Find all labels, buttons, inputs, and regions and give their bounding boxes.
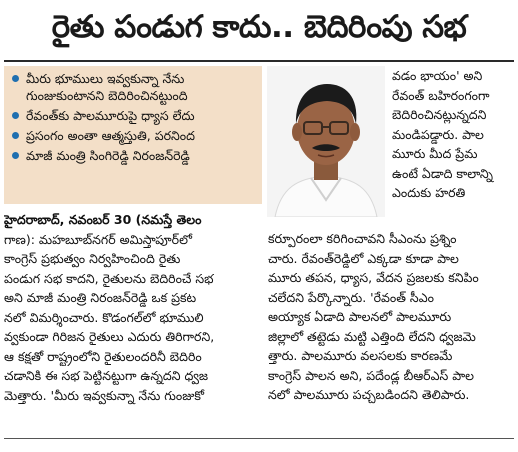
highlight-item	[12, 107, 256, 124]
highlight-text: మీరు భూములు ఇవ్వకున్నా నేను	[26, 71, 185, 86]
article-line: చడానికి ఈ సభ పెట్టినట్టుగా ఉన్నదని ధ్వజ	[4, 368, 209, 383]
article-line: నలో విమర్శించారు. కొడంగల్‌లో భూములి	[4, 309, 204, 325]
article-line: మండిపడ్డారు. పాల	[392, 126, 484, 142]
article-line: ఆ కక్షతో రాష్ట్రంలోని రైతులందరినీ బెదిరిం	[4, 348, 202, 364]
article-line: బెదిరించినట్లున్నదని	[392, 107, 487, 122]
bullet-icon	[12, 152, 19, 159]
article-line: మెత్తారు. 'మీరు ఇవ్వకున్నా నేను గుంజుకో	[4, 387, 205, 403]
highlight-text: గుంజుకుంటానని బెదిరించినట్టుంది	[26, 88, 188, 103]
bullet-icon	[12, 75, 19, 82]
highlight-item	[12, 127, 256, 144]
bottom-rule	[4, 438, 514, 439]
article-line: జిల్లాలో తట్టెడు మట్టి ఎత్తింది లేదని ధ్వజమె	[268, 328, 476, 344]
article-line: చలేదని పేర్కొన్నారు. 'రేవంత్ సీఎం	[268, 289, 434, 305]
highlights-box	[4, 66, 262, 204]
article-line: నలో పాలమూరు పచ్చబడిందని తెలిపారు.	[268, 387, 470, 402]
article-line: అయ్యాక ఏడాది పాలనలో పాలమూరు	[268, 309, 452, 324]
article-line: చారు. రేవంత్‌రెడ్డిలో ఎక్కడా కూడా పాల	[268, 250, 459, 266]
headline: రైతు పండుగ కాదు.. బెదిరింపు సభ	[51, 8, 467, 45]
article-line: మూరు తపన, ధ్యాస, వేదన ప్రజలకు కనిపిం	[268, 270, 479, 285]
dateline: హైదరాబాద్, నవంబర్ 30 (నమస్తే తెలం	[4, 212, 202, 227]
article-line: గాణ): మహబూబ్‌నగర్ అమిస్తాపూర్‌లో	[4, 231, 192, 247]
article-line: వ్వకుండా గిరిజన రైతులు ఎదురు తిరిగారని,	[4, 329, 215, 344]
article-line: కాంగ్రెస్ ప్రభుత్వం నిర్వహించింది రైతు	[4, 251, 181, 266]
portrait-photo	[267, 66, 385, 217]
bullet-icon	[12, 112, 19, 119]
left-column	[4, 210, 260, 405]
article-line: పండుగ సభ కాదని, రైతులను బెదిరించే సభ	[4, 270, 214, 286]
highlight-text: మాజీ మంత్రి సింగిరెడ్డి నిరంజన్‌రెడ్డి	[26, 148, 190, 163]
article-line: ఎందుకు హరతి	[392, 185, 466, 200]
headline-rule	[4, 60, 514, 62]
bullet-icon	[12, 132, 19, 139]
article-line: అని మాజీ మంత్రి నిరంజన్‌రెడ్డి ఒక ప్రకట	[4, 290, 197, 305]
right-column	[392, 66, 514, 203]
portrait-illustration	[267, 66, 385, 217]
article-line: ఉంటే ఏడాది కాలాన్ని	[392, 165, 493, 181]
highlight-text: రేవంత్‌కు పాలమూరుపై ధ్యాస లేదు	[26, 108, 195, 123]
article-line: మూరు మీద ప్రేమ	[392, 146, 478, 161]
article-line: కాంగ్రెస్ పాలన అని, పదేండ్ల బీఆర్ఎస్ పాల	[268, 367, 474, 383]
middle-column	[268, 229, 514, 405]
highlight-text: ప్రసంగం అంతా ఆత్మస్తుతి, పరనింద	[26, 128, 195, 143]
highlight-item	[12, 70, 256, 104]
article-line: కర్పూరంలా కరిగించావని సీఎంను ప్రశ్నిం	[268, 231, 457, 246]
highlight-item	[12, 147, 256, 164]
article-line: త్తారు. పాలమూరు వలసలకు కారణమే	[268, 348, 453, 363]
article-line: రేవంత్ బహిరంగంగా	[392, 87, 490, 103]
article-line: వడం భాయం' అని	[392, 68, 483, 83]
